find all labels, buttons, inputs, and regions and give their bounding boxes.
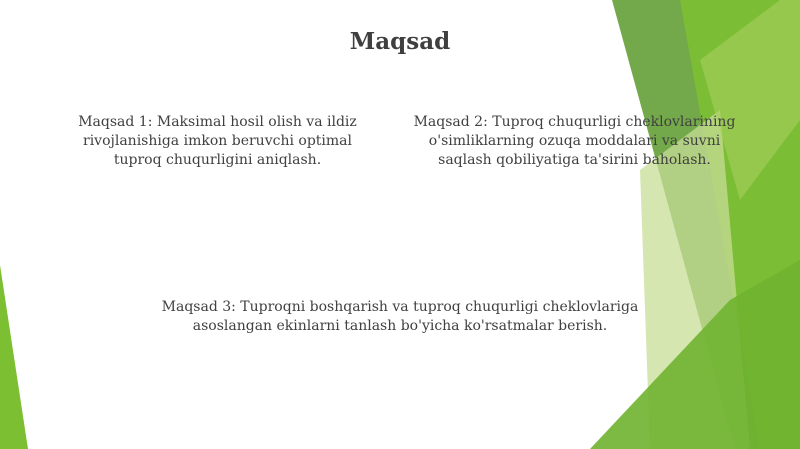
- goal-2-text: Maqsad 2: Tuproq chuqurligi cheklovlarining o'simliklarning ozuqa moddalari va suvni saqlash qobiliyatiga ta'sirini baholash.: [413, 114, 736, 168]
- goal-1-text: Maqsad 1: Maksimal hosil olish va ildiz rivojlanishiga imkon beruvchi optimal tuproq chuqurligini aniqlash.: [78, 114, 357, 168]
- slide-title: Maqsad: [349, 28, 451, 55]
- goal-3-text: Maqsad 3: Tuproqni boshqarish va tuproq chuqurligi cheklovlariga asoslangan ekinlarni tanlash bo'yicha ko'rsatmalar berish.: [161, 299, 639, 334]
- left-green-sliver: [0, 265, 28, 449]
